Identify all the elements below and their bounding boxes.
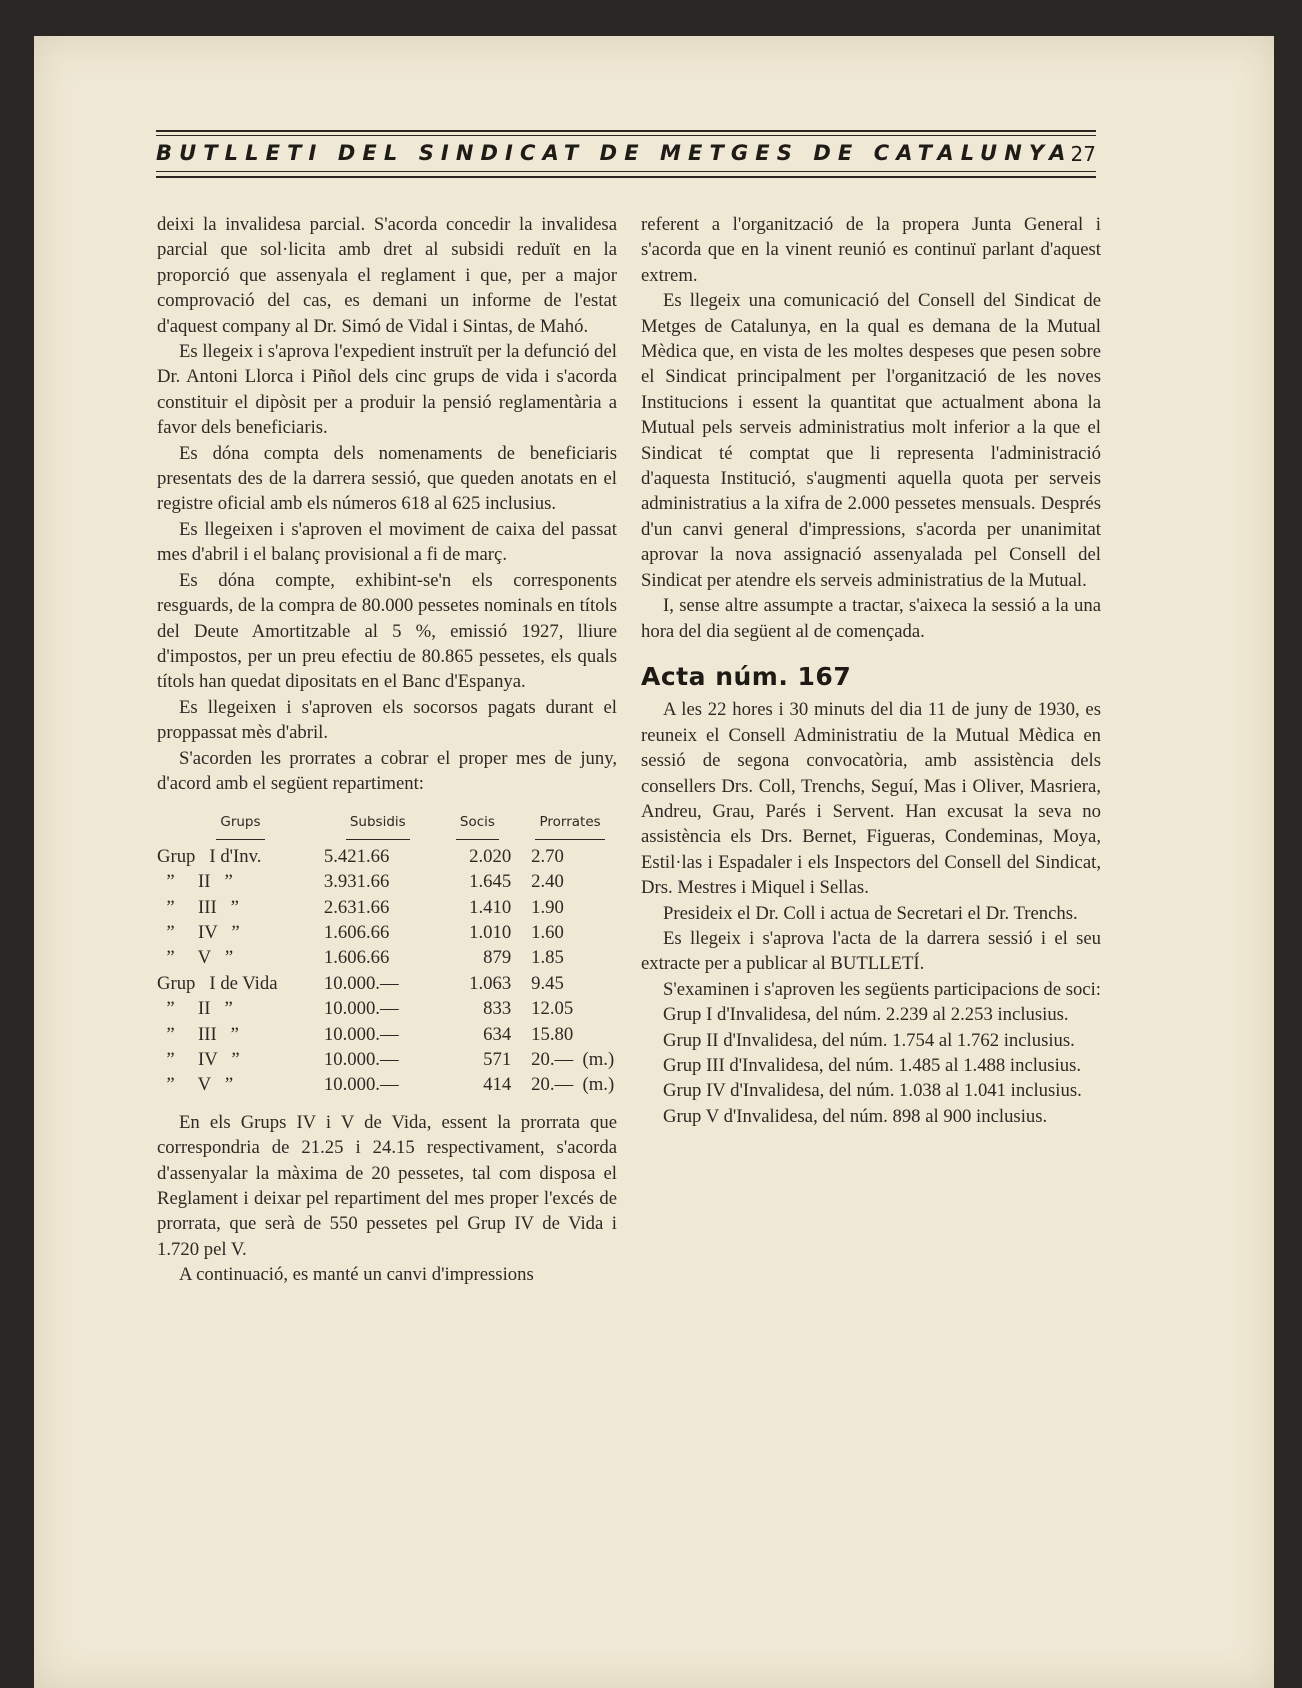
subsidis-cell: 1.606.66	[323, 921, 390, 943]
table-row	[157, 895, 617, 920]
grup-cell: ” III ”	[157, 1023, 239, 1045]
header-rule	[156, 171, 1096, 172]
table-row	[157, 1022, 617, 1047]
grup-cell: Grup I de Vida	[157, 972, 278, 994]
paragraph: Es llegeix una comunicació del Consell del Sindicat de Metges de Catalunya, en la qual es demana de la Mutual Mèdica que, en vista de les moltes despeses que pesen sobre el Sindicat principalment per l'organització de les noves Institucions i essent la quantitat que actualment abona la Mutual pels serveis administratius molt inferior a la que el Sindicat té comptat que li representa l'administració d'aquesta Institució, s'augmenti aquella quota per serveis administratius a la xifra de 2.000 pessetes mensuals. Després d'un canvi general d'impressions, s'acorda per unanimitat aprovar la nova assignació assenyalada pel Consell del Sindicat per atendre els serveis administratius de la Mutual.	[641, 290, 1101, 591]
socis-cell: 634	[483, 1023, 512, 1045]
subsidis-cell: 10.000.—	[323, 1023, 399, 1045]
page-number: 27	[1070, 142, 1096, 166]
paragraph: Es llegeixen i s'aproven els socorsos pagats durant el proppassat mès d'abril.	[157, 696, 617, 744]
column-header: Prorrates	[523, 810, 617, 843]
socis-cell: 1.645	[469, 871, 512, 893]
header-rule	[156, 130, 1096, 132]
prorrates-cell: 2.70	[531, 845, 564, 867]
prorrates-table	[157, 810, 617, 1097]
table-row	[157, 844, 617, 869]
paragraph: S'acorden les prorrates a cobrar el proper mes de juny, d'acord amb el següent repartiment:	[157, 747, 617, 794]
grup-cell: ” V ”	[157, 947, 234, 969]
paragraph: Grup V d'Invalidesa, del núm. 898 al 900 inclusius.	[663, 1105, 1048, 1127]
table-row	[157, 1072, 617, 1097]
grup-cell: Grup I d'Inv.	[157, 845, 262, 867]
paragraph: deixi la invalidesa parcial. S'acorda concedir la invalidesa parcial que sol·licita amb dret al subsidi reduït en la proporció que assenyala el reglament i que, per a major comprovació del cas, es demani un informe de l'estat d'aquest company al Dr. Simó de Vidal i Sintas, de Mahó.	[157, 214, 617, 337]
prorrates-cell: 9.45	[531, 972, 564, 994]
subsidis-cell: 1.606.66	[323, 947, 390, 969]
prorrates-cell: 2.40	[531, 871, 564, 893]
table-row	[157, 996, 617, 1021]
prorrates-cell: 12.05	[531, 998, 574, 1020]
column-header: Grups	[157, 810, 324, 843]
grup-cell: ” V ”	[157, 1074, 234, 1096]
right-column	[641, 212, 1101, 1129]
header-rule	[156, 176, 1096, 178]
socis-cell: 879	[483, 947, 512, 969]
socis-cell: 414	[483, 1074, 512, 1096]
paragraph: Grup I d'Invalidesa, del núm. 2.239 al 2.253 inclusius.	[663, 1004, 1069, 1026]
grup-cell: ” IV ”	[157, 1049, 240, 1070]
subsidis-cell: 10.000.—	[323, 1049, 399, 1070]
grup-cell: ” II ”	[157, 871, 233, 893]
table-row	[157, 945, 617, 970]
header-rule	[156, 135, 1096, 136]
paragraph: Es llegeixen i s'aproven el moviment de caixa del passat mes d'abril i el balanç provisional a fi de març.	[157, 518, 617, 566]
table-row	[157, 920, 617, 945]
prorrates-cell: 1.85	[531, 947, 564, 969]
prorrates-cell: 1.60	[531, 921, 564, 943]
paragraph: Es dóna compte, exhibint-se'n els corresponents resguards, de la compra de 80.000 pessetes nominals en títols del Deute Amortitzable al 5 %, emissió 1927, lliure d'impostos, per un preu efectiu de 80.865 pessetes, els quals títols han quedat dipositats en el Banc d'Espanya.	[157, 569, 617, 693]
socis-cell: 2.020	[469, 845, 512, 867]
prorrates-cell: 20.— (m.)	[531, 1074, 615, 1096]
paragraph: Grup II d'Invalidesa, del núm. 1.754 al 1.762 inclusius.	[663, 1029, 1075, 1051]
column-header: Subsidis	[324, 810, 432, 843]
running-title: BUTLLETI DEL SINDICAT DE METGES DE CATALUNYA	[156, 141, 1073, 165]
table-row	[157, 971, 617, 996]
paragraph: Grup IV d'Invalidesa, del núm. 1.038 al 1.041 inclusius.	[663, 1080, 1082, 1102]
socis-cell: 833	[483, 998, 512, 1020]
subsidis-cell: 5.421.66	[323, 845, 390, 867]
subsidis-cell: 3.931.66	[323, 871, 390, 893]
paragraph: referent a l'organització de la propera Junta General i s'acorda que en la vinent reunió es continuï parlant d'aquest extrem.	[641, 214, 1101, 286]
prorrates-cell: 20.— (m.)	[531, 1049, 615, 1070]
subsidis-cell: 10.000.—	[323, 1074, 399, 1096]
section-heading: Acta núm. 167	[641, 661, 852, 691]
socis-cell: 1.410	[469, 896, 512, 918]
paragraph: Es llegeix i s'aprova l'expedient instruït per la defunció del Dr. Antoni Llorca i Piñol dels cinc grups de vida i s'acorda constituir el dipòsit per a produir la pensió reglamentària a favor dels beneficiaris.	[157, 341, 617, 439]
paragraph: Presideix el Dr. Coll i actua de Secretari el Dr. Trenchs.	[663, 902, 1078, 924]
subsidis-cell: 10.000.—	[323, 998, 399, 1020]
page-header	[156, 130, 1096, 186]
subsidis-cell: 2.631.66	[323, 896, 390, 918]
socis-cell: 1.063	[469, 972, 512, 994]
paragraph: I, sense altre assumpte a tractar, s'aixeca la sessió a la una hora del dia següent al de començada.	[641, 595, 1101, 642]
grup-cell: ” III ”	[157, 896, 239, 918]
paragraph: Grup III d'Invalidesa, del núm. 1.485 al 1.488 inclusius.	[663, 1055, 1082, 1076]
socis-cell: 1.010	[469, 921, 512, 943]
paragraph: A continuació, es manté un canvi d'impressions	[179, 1264, 534, 1286]
column-header: Socis	[432, 810, 523, 843]
table-row	[157, 1047, 617, 1072]
prorrates-cell: 15.80	[531, 1023, 574, 1045]
paragraph: S'examinen i s'aproven les següents participacions de soci:	[663, 978, 1101, 1000]
subsidis-cell: 10.000.—	[323, 972, 399, 994]
paragraph: A les 22 hores i 30 minuts del dia 11 de juny de 1930, es reuneix el Consell Administratiu de la Mutual Mèdica en sessió de segona convocatòria, amb assistència dels consellers Drs. Coll, Trenchs, Seguí, Mas i Oliver, Masriera, Andreu, Grau, Parés i Servent. Han excusat la seva no assistència els Drs. Bernet, Figueras, Condeminas, Moya, Estil·las i Espadaler i els Inspectors del Consell del Sindicat, Drs. Mestres i Miquel i Sellas.	[641, 699, 1101, 899]
grup-cell: ” IV ”	[157, 921, 240, 943]
paragraph: Es llegeix i s'aprova l'acta de la darrera sessió i el seu extracte per a publicar al BUTLLETÍ.	[641, 927, 1101, 975]
grup-cell: ” II ”	[157, 998, 233, 1020]
paragraph: En els Grups IV i V de Vida, essent la prorrata que correspondria de 21.25 i 24.15 respectivament, s'acorda d'assenyalar la màxima de 20 pessetes, tal com disposa el Reglament i deixar pel repartiment del mes proper l'excés de prorrata, que serà de 550 pessetes pel Grup IV de Vida i 1.720 pel V.	[157, 1111, 617, 1260]
left-column	[157, 212, 617, 1288]
socis-cell: 571	[483, 1049, 512, 1070]
prorrates-cell: 1.90	[531, 896, 564, 918]
table-row	[157, 869, 617, 894]
paragraph: Es dóna compta dels nomenaments de beneficiaris presentats des de la darrera sessió, que queden anotats en el registre oficial amb els números 618 al 625 inclusius.	[157, 442, 617, 515]
table-header-row	[157, 810, 617, 843]
